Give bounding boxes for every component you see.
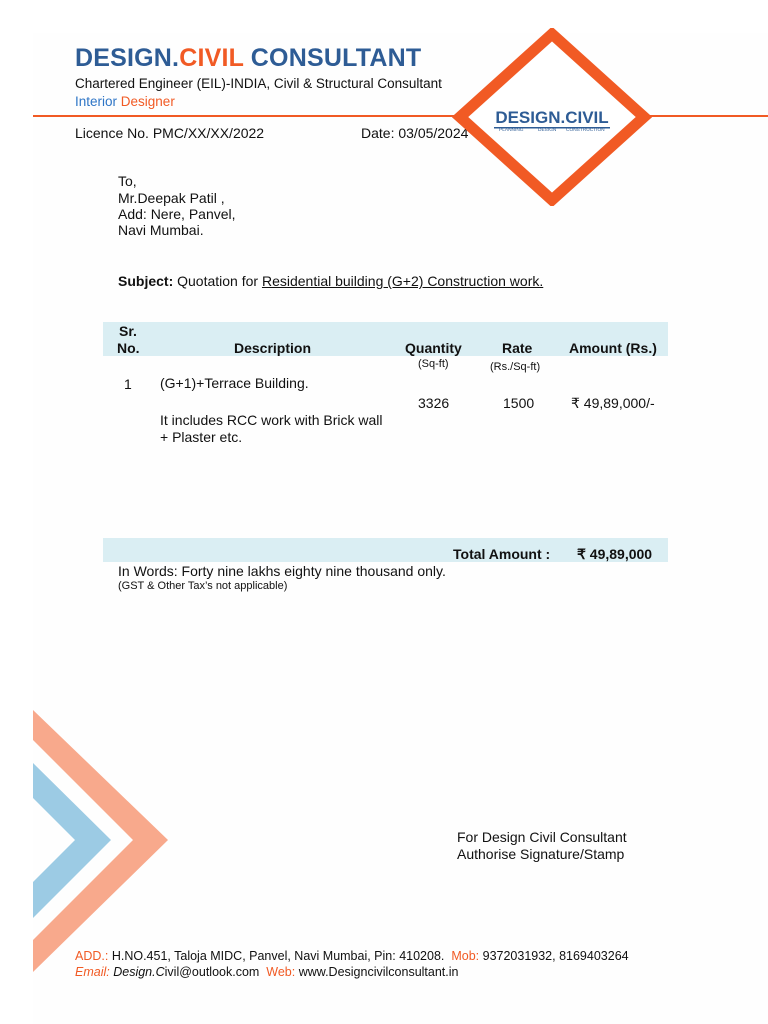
unit-quantity: (Sq-ft) <box>418 358 449 370</box>
logo-sub-construction: CONSTRUCTION <box>566 128 605 133</box>
document-date: Date: 03/05/2024 <box>361 125 469 141</box>
licence-number: Licence No. PMC/XX/XX/2022 <box>75 125 265 141</box>
header-amount: Amount (Rs.) <box>569 340 657 356</box>
footer-address: ADD.: H.NO.451, Taloja MIDC, Panvel, Navi Mumbai, Pin: 410208. Mob: 9372031932, 8169403264 <box>75 949 629 963</box>
row-description-1: (G+1)+Terrace Building. <box>160 375 309 391</box>
company-name: DESIGN.CIVIL CONSULTANT <box>75 44 422 72</box>
chevron-decoration <box>33 710 173 975</box>
subject-line: Subject: Quotation for Residential building (G+2) Construction work. <box>118 273 544 289</box>
header-sr-line2: No. <box>117 340 140 356</box>
header-sr-line1: Sr. <box>119 323 137 339</box>
header-rule <box>33 115 768 117</box>
tax-note: (GST & Other Tax’s not applicable) <box>118 580 288 592</box>
header-quantity: Quantity <box>405 340 462 356</box>
signature-label: Authorise Signature/Stamp <box>457 846 625 862</box>
row-rate: 1500 <box>503 395 535 411</box>
row-amount: ₹ 49,89,000/- <box>571 395 655 411</box>
footer-contact: Email: Design.Civil@outlook.com Web: www.Designcivilconsultant.in <box>75 965 459 979</box>
amount-in-words: In Words: Forty nine lakhs eighty nine thousand only. <box>118 563 446 579</box>
row-sr-number: 1 <box>124 376 132 392</box>
total-amount-label: Total Amount : <box>453 546 551 562</box>
company-tagline: Chartered Engineer (EIL)-INDIA, Civil & Structural Consultant <box>75 76 442 91</box>
header-rate: Rate <box>502 340 533 356</box>
row-description-2: It includes RCC work with Brick wall <box>160 412 383 428</box>
total-amount-value: ₹ 49,89,000 <box>577 546 653 562</box>
recipient-address-1: Add: Nere, Panvel, <box>118 206 236 222</box>
row-quantity: 3326 <box>418 395 450 411</box>
recipient-to: To, <box>118 173 137 189</box>
unit-rate: (Rs./Sq-ft) <box>490 361 541 373</box>
logo-sub-planning: PLANNING <box>499 128 524 133</box>
header-description: Description <box>234 340 312 356</box>
logo-wordmark: DESIGN.CIVIL <box>495 108 609 127</box>
signature-company: For Design Civil Consultant <box>457 829 627 845</box>
company-logo <box>452 28 652 206</box>
row-description-3: + Plaster etc. <box>160 429 243 445</box>
recipient-address-2: Navi Mumbai. <box>118 222 204 238</box>
logo-sub-design: DESIGN <box>538 128 557 133</box>
recipient-name: Mr.Deepak Patil , <box>118 190 225 206</box>
company-tagline-2: Interior Designer <box>75 94 175 109</box>
